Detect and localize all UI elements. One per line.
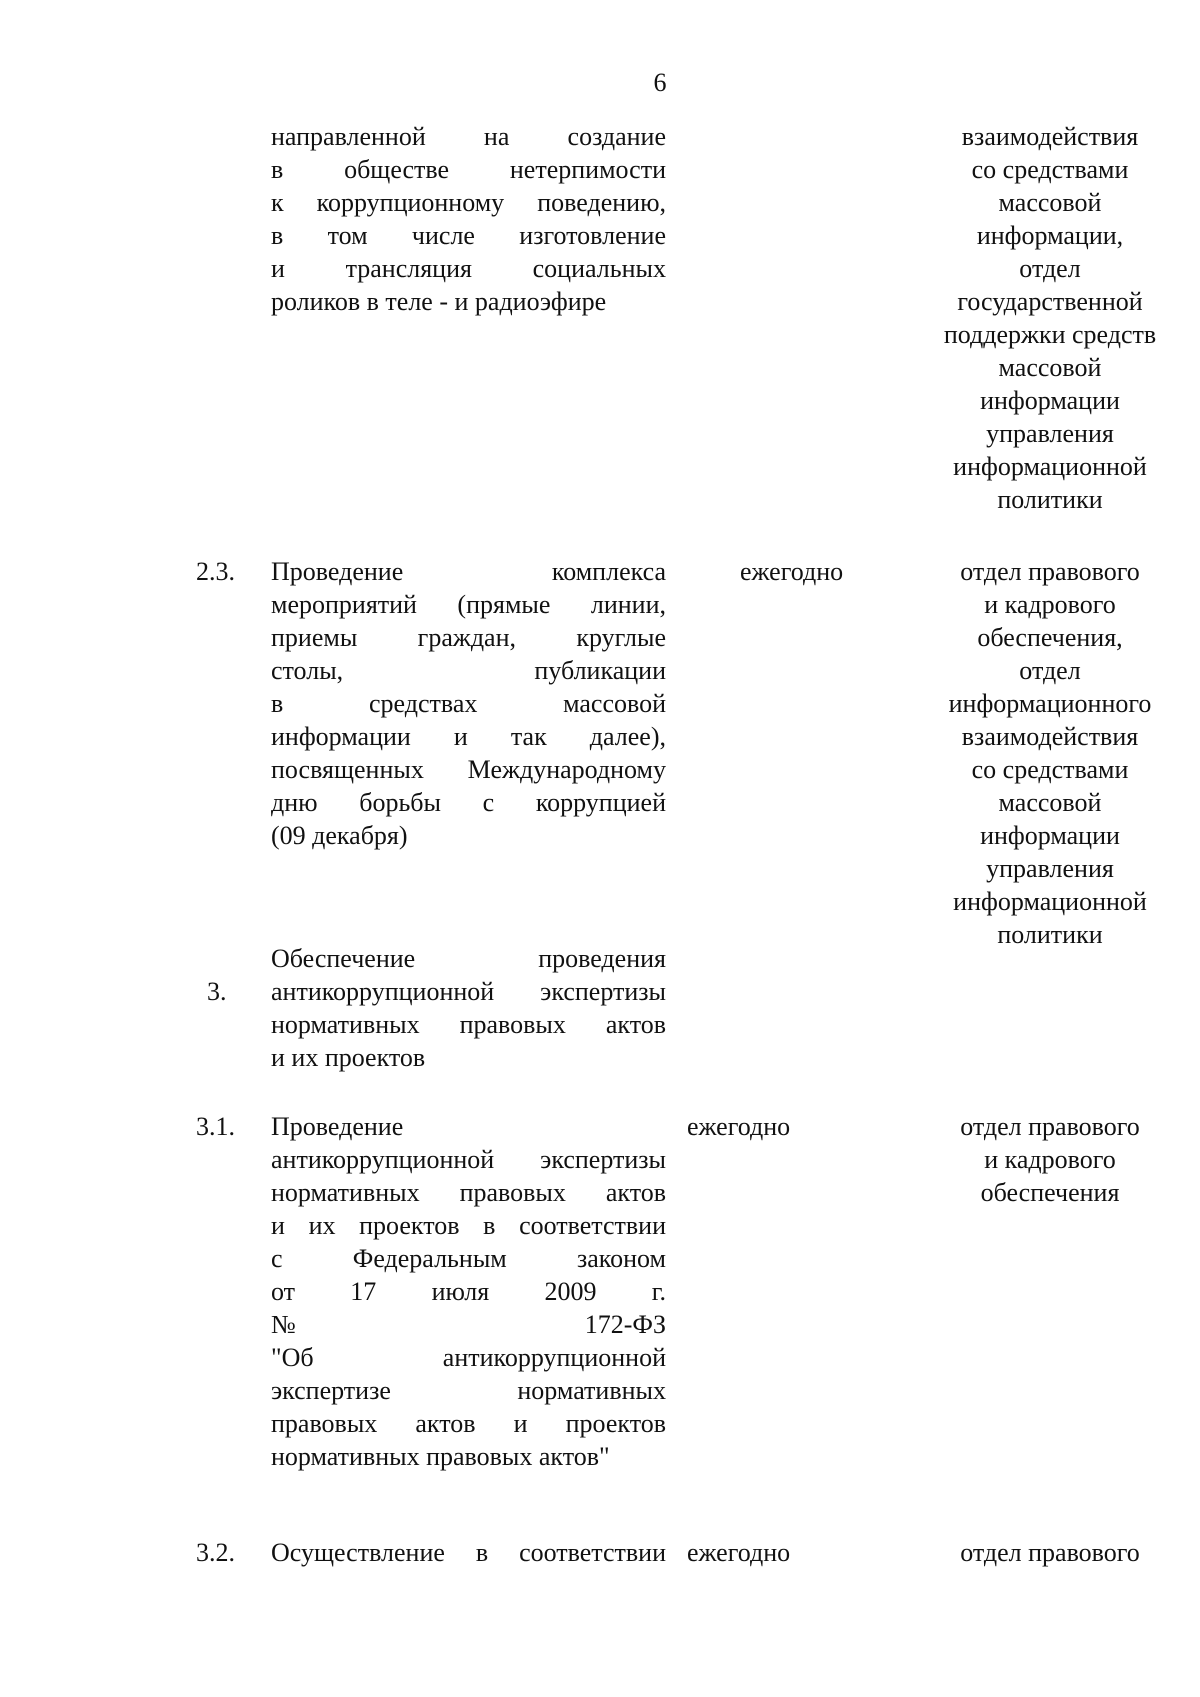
- row-number: 2.3.: [196, 557, 235, 586]
- description-line: с Федеральным законом: [271, 1244, 666, 1273]
- responsible-line: отдел правового: [960, 1538, 1140, 1567]
- row-responsible: [925, 555, 1175, 951]
- page-number: 6: [653, 68, 667, 97]
- responsible-line: отдел: [1019, 656, 1081, 685]
- responsible-line: информационного: [948, 689, 1152, 718]
- description-line: в том числе изготовление: [271, 221, 666, 250]
- description-line: и их проектов: [271, 1043, 426, 1072]
- description-line: в средствах массовой: [271, 689, 666, 718]
- responsible-line: и кадрового: [984, 1145, 1116, 1174]
- description-line: роликов в теле - и радиоэфире: [271, 287, 607, 316]
- responsible-line: массовой: [998, 788, 1102, 817]
- description-line: (09 декабря): [271, 821, 408, 850]
- description-line: антикоррупционной экспертизы: [271, 1145, 666, 1174]
- row-responsible: [925, 1536, 1175, 1569]
- description-line: от 17 июля 2009 г.: [271, 1277, 666, 1306]
- description-line: правовых актов и проектов: [271, 1409, 666, 1438]
- responsible-line: информации: [980, 821, 1120, 850]
- row-description: [271, 1536, 666, 1569]
- description-line: "Об антикоррупционной: [271, 1343, 666, 1372]
- row-period: ежегодно: [740, 557, 844, 586]
- description-line: нормативных правовых актов": [271, 1442, 610, 1471]
- responsible-line: политики: [997, 920, 1103, 949]
- responsible-line: управления: [986, 854, 1114, 883]
- responsible-line: поддержки средств: [943, 320, 1157, 349]
- responsible-line: обеспечения,: [977, 623, 1123, 652]
- description-line: и трансляция социальных: [271, 254, 666, 283]
- row-period: ежегодно: [687, 1112, 791, 1141]
- row-description: [271, 1110, 666, 1473]
- responsible-line: информационной: [953, 452, 1147, 481]
- description-line: мероприятий (прямые линии,: [271, 590, 666, 619]
- responsible-line: обеспечения: [980, 1178, 1120, 1207]
- description-line: направленной на создание: [271, 122, 666, 151]
- description-line: Осуществление в соответствии: [271, 1538, 666, 1567]
- row-responsible: [925, 1110, 1175, 1209]
- row-number: 3.1.: [196, 1112, 235, 1141]
- description-line: столы, публикации: [271, 656, 666, 685]
- responsible-line: массовой: [998, 353, 1102, 382]
- responsible-line: отдел правового: [960, 557, 1140, 586]
- row-responsible: [925, 120, 1175, 516]
- row-number: 3.: [207, 977, 227, 1006]
- responsible-line: политики: [997, 485, 1103, 514]
- responsible-line: информации,: [976, 221, 1124, 250]
- responsible-line: информационной: [953, 887, 1147, 916]
- description-line: в обществе нетерпимости: [271, 155, 666, 184]
- responsible-line: отдел правового: [960, 1112, 1140, 1141]
- responsible-line: информации: [980, 386, 1120, 415]
- description-line: к коррупционному поведению,: [271, 188, 666, 217]
- row-description: [271, 942, 666, 1074]
- row-description: [271, 120, 666, 318]
- responsible-line: со средствами: [971, 755, 1129, 784]
- description-line: антикоррупционной экспертизы: [271, 977, 666, 1006]
- description-line: Проведение: [271, 1112, 404, 1141]
- responsible-line: взаимодействия: [961, 122, 1139, 151]
- responsible-line: взаимодействия: [961, 722, 1139, 751]
- description-line: № 172-ФЗ: [271, 1310, 666, 1339]
- description-line: и их проектов в соответствии: [271, 1211, 666, 1240]
- responsible-line: массовой: [998, 188, 1102, 217]
- row-number: 3.2.: [196, 1538, 235, 1567]
- description-line: экспертизе нормативных: [271, 1376, 666, 1405]
- description-line: нормативных правовых актов: [271, 1178, 666, 1207]
- description-line: посвященных Международному: [271, 755, 666, 784]
- description-line: дню борьбы с коррупцией: [271, 788, 666, 817]
- responsible-line: и кадрового: [984, 590, 1116, 619]
- row-period: ежегодно: [687, 1538, 791, 1567]
- responsible-line: управления: [986, 419, 1114, 448]
- responsible-line: государственной: [957, 287, 1143, 316]
- description-line: нормативных правовых актов: [271, 1010, 666, 1039]
- description-line: приемы граждан, круглые: [271, 623, 666, 652]
- description-line: Обеспечение проведения: [271, 944, 666, 973]
- description-line: информации и так далее),: [271, 722, 666, 751]
- responsible-line: со средствами: [971, 155, 1129, 184]
- responsible-line: отдел: [1019, 254, 1081, 283]
- description-line: Проведение комплекса: [271, 557, 666, 586]
- row-description: [271, 555, 666, 852]
